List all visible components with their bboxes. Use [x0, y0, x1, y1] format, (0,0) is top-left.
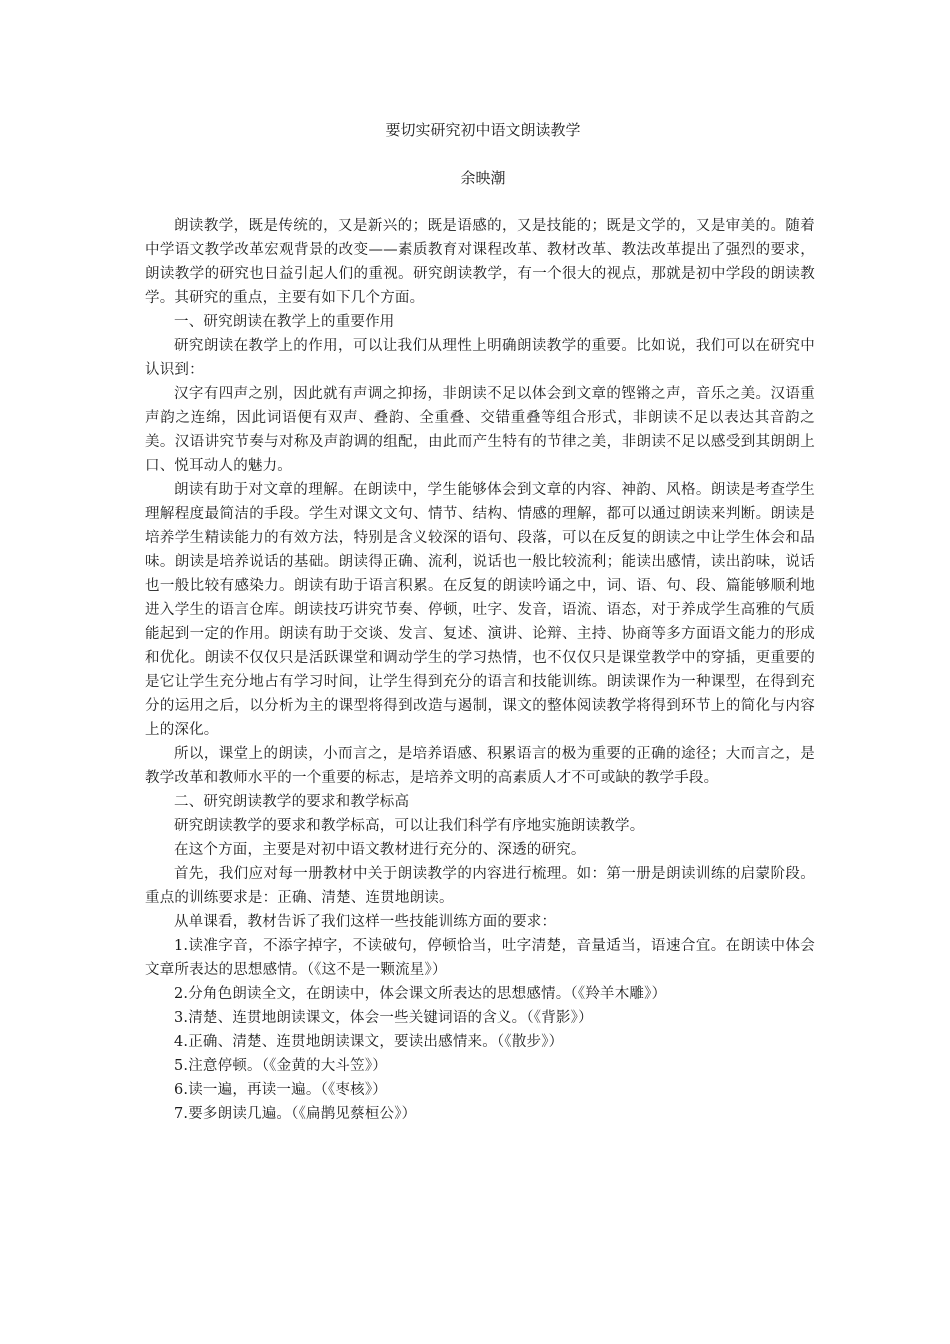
list-item: 4.正确、清楚、连贯地朗读课文，要读出感情来。（《散步》） [174, 1034, 564, 1050]
document-author: 余映潮 [460, 169, 506, 187]
list-item: 3.清楚、连贯地朗读课文，体会一些关键词语的含义。（《背影》） [174, 1010, 593, 1026]
paragraph: 所以，课堂上的朗读，小而言之，是培养语感、积累语言的极为重要的正确的途径；大而言之，是教学改革和教师水平的一个重要的标志，是培养文明的高素质人才不可或缺的教学手段。 [145, 746, 815, 786]
list-item: 2.分角色朗读全文，在朗读中，体会课文所表达的思想感情。（《羚羊木雕》） [174, 986, 667, 1002]
list-item: 1.读准字音，不添字掉字，不读破句，停顿恰当，吐字清楚，音量适当，语速合宜。在朗读中体会文章所表达的思想感情。（《这不是一颗流星》） [145, 938, 815, 978]
list-item: 5.注意停顿。（《金黄的大斗笠》） [174, 1058, 387, 1074]
paragraph-intro: 朗读教学，既是传统的，又是新兴的；既是语感的，又是技能的；既是文学的，又是审美的。随着中学语文教学改革宏观背景的改变——素质教育对课程改革、教材改革、教法改革提出了强烈的要求，朗读教学的研究也日益引起人们的重视。研究朗读教学，有一个很大的视点，那就是初中学段的朗读教学。其研究的重点，主要有如下几个方面。 [145, 218, 815, 306]
section-heading-1: 一、研究朗读在教学上的重要作用 [174, 314, 395, 330]
section-heading-2: 二、研究朗读教学的要求和教学标高 [174, 794, 410, 810]
document-body [145, 214, 815, 1126]
paragraph: 从单课看，教材告诉了我们这样一些技能训练方面的要求： [174, 914, 557, 930]
paragraph: 朗读有助于对文章的理解。在朗读中，学生能够体会到文章的内容、神韵、风格。朗读是考查学生理解程度最简洁的手段。学生对课文文句、情节、结构、情感的理解，都可以通过朗读来判断。朗读是培养学生精读能力的有效方法，特别是含义较深的语句、段落，可以在反复的朗读之中让学生体会和品味。朗读是培养说话的基础。朗读得正确、流利，说话也一般比较流利；能读出感情，读出韵味，说话也一般比较有感染力。朗读有助于语言积累。在反复的朗读吟诵之中，词、语、句、段、篇能够顺利地进入学生的语言仓库。朗读技巧讲究节奏、停顿，吐字、发音，语流、语态，对于养成学生高雅的气质能起到一定的作用。朗读有助于交谈、发言、复述、演讲、论辩、主持、协商等多方面语文能力的形成和优化。朗读不仅仅只是活跃课堂和调动学生的学习热情，也不仅仅只是课堂教学中的穿插，更重要的是它让学生充分地占有学习时间，让学生得到充分的语言和技能训练。朗读课作为一种课型，在得到充分的运用之后，以分析为主的课型将得到改造与遏制，课文的整体阅读教学将得到环节上的简化与内容上的深化。 [145, 482, 815, 738]
paragraph: 研究朗读在教学上的作用，可以让我们从理性上明确朗读教学的重要。比如说，我们可以在研究中认识到： [145, 338, 815, 378]
paragraph: 首先，我们应对每一册教材中关于朗读教学的内容进行梳理。如：第一册是朗读训练的启蒙阶段。重点的训练要求是：正确、清楚、连贯地朗读。 [145, 866, 815, 906]
paragraph: 汉字有四声之别，因此就有声调之抑扬，非朗读不足以体会到文章的铿锵之声，音乐之美。汉语重声韵之连绵，因此词语便有双声、叠韵、全重叠、交错重叠等组合形式，非朗读不足以表达其音韵之美。汉语讲究节奏与对称及声韵调的组配，由此而产生特有的节律之美，非朗读不足以感受到其朗朗上口、悦耳动人的魅力。 [145, 386, 815, 474]
document-title: 要切实研究初中语文朗读教学 [385, 121, 581, 139]
paragraph: 研究朗读教学的要求和教学标高，可以让我们科学有序地实施朗读教学。 [174, 818, 645, 834]
document-page [145, 118, 815, 1126]
list-item: 7.要多朗读几遍。（《扁鹊见蔡桓公》） [174, 1106, 417, 1122]
list-item: 6.读一遍，再读一遍。（《枣核》） [174, 1082, 387, 1098]
paragraph: 在这个方面，主要是对初中语文教材进行充分的、深透的研究。 [174, 842, 586, 858]
